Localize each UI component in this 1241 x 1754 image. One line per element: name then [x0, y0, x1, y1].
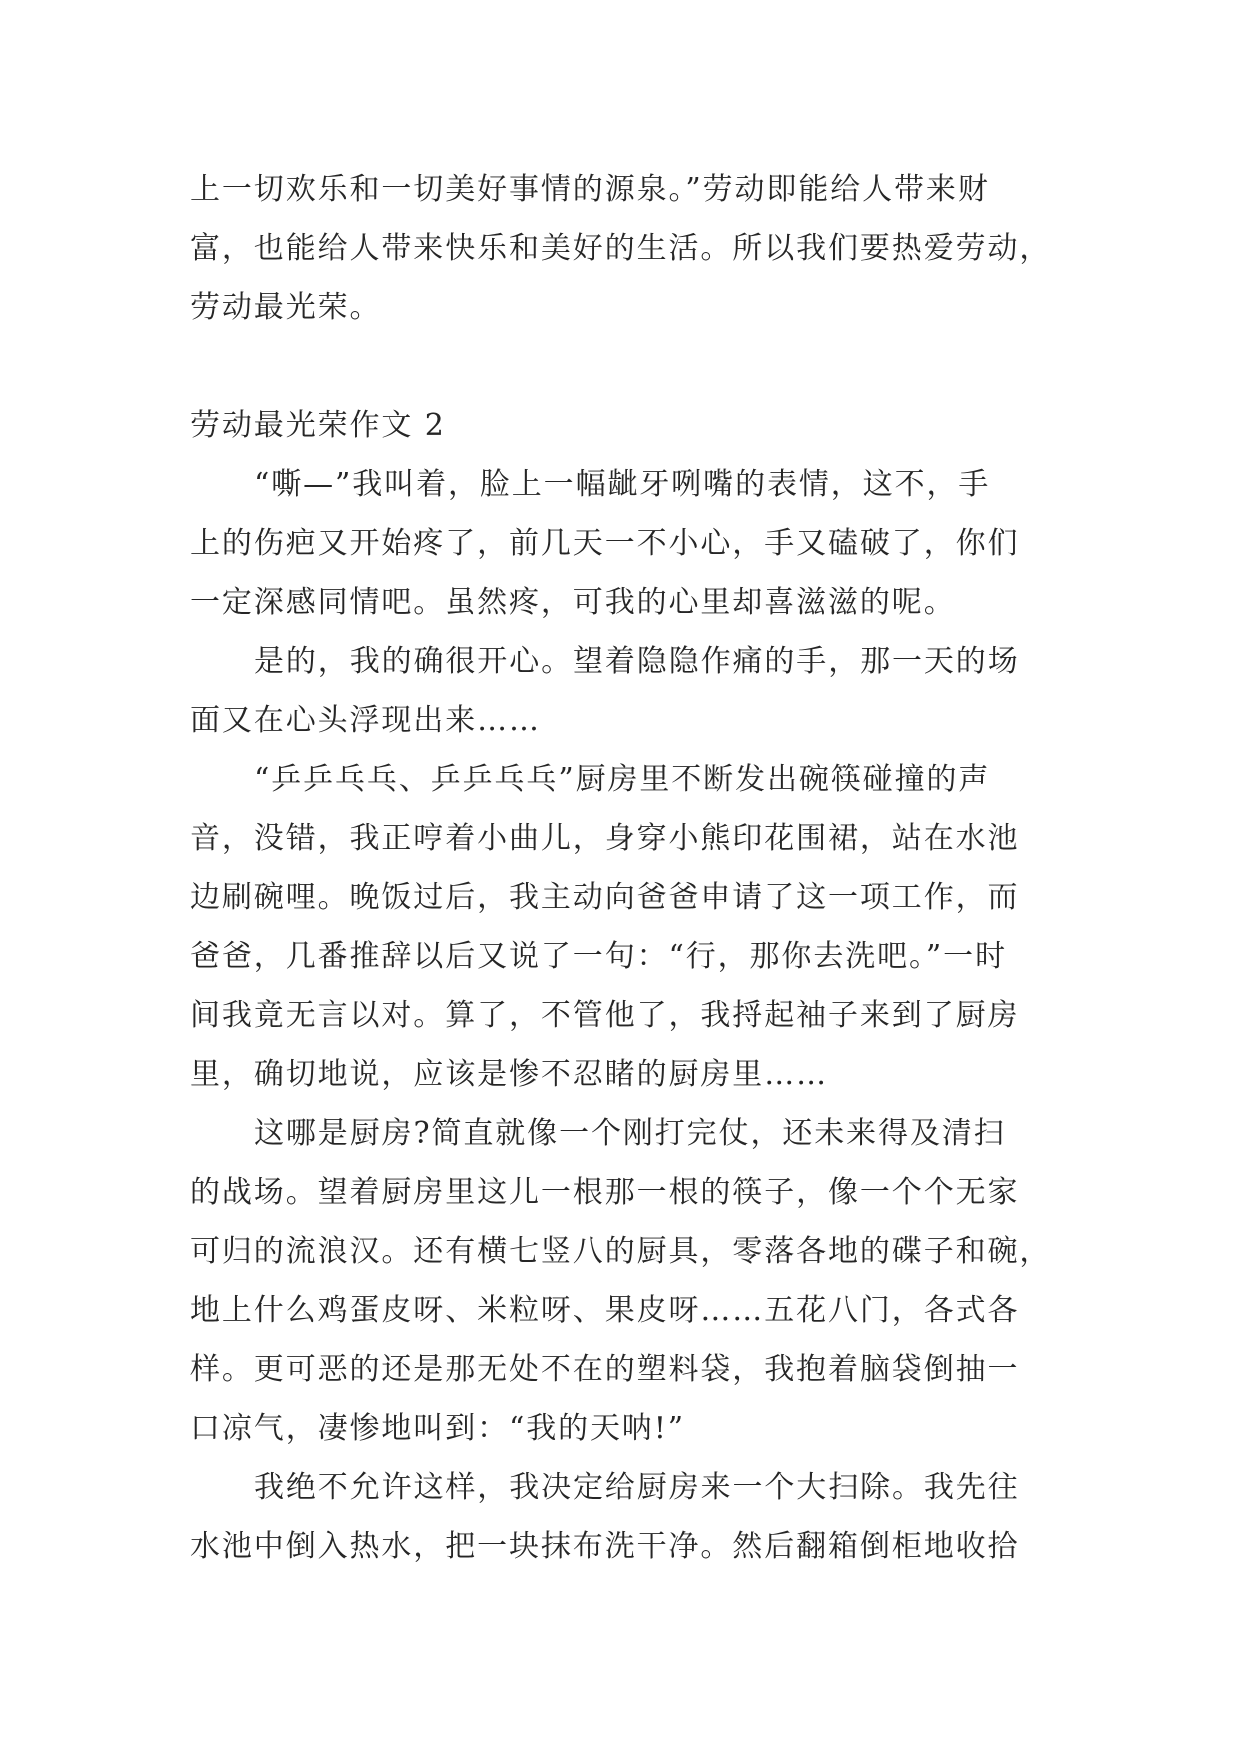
text-line: 面又在心头浮现出来…… — [190, 703, 541, 738]
text-line: “乒乒乓乓、乒乒乓乓”厨房里不断发出碗筷碰撞的声 — [254, 762, 991, 797]
text-line: 爸爸，几番推辞以后又说了一句：“行，那你去洗吧。”一时 — [190, 939, 1007, 974]
text-line: 是的，我的确很开心。望着隐隐作痛的手，那一天的场 — [254, 644, 1020, 679]
intro-paragraph — [190, 160, 1052, 337]
text-line: 上一切欢乐和一切美好事情的源泉。”劳动即能给人带来财 — [190, 172, 990, 207]
text-line: 我绝不允许这样，我决定给厨房来一个大扫除。我先往 — [254, 1470, 1020, 1505]
paragraph — [190, 1458, 1052, 1576]
paragraph — [190, 750, 1052, 1104]
text-line: 一定深感同情吧。虽然疼，可我的心里却喜滋滋的呢。 — [190, 585, 956, 620]
paragraph — [190, 1104, 1052, 1458]
text-line: 这哪是厨房?简直就像一个刚打完仗，还未来得及清扫 — [254, 1116, 1006, 1151]
text-line: 地上什么鸡蛋皮呀、米粒呀、果皮呀……五花八门，各式各 — [190, 1293, 1020, 1328]
section-title: 劳动最光荣作文 2 — [190, 408, 446, 443]
text-line: 劳动最光荣。 — [190, 290, 382, 325]
text-line: 里，确切地说，应该是惨不忍睹的厨房里…… — [190, 1057, 828, 1092]
text-line: 的战场。望着厨房里这儿一根那一根的筷子，像一个个无家 — [190, 1175, 1020, 1210]
text-line: 边刷碗哩。晚饭过后，我主动向爸爸申请了这一项工作，而 — [190, 880, 1020, 915]
text-line: 音，没错，我正哼着小曲儿，身穿小熊印花围裙，站在水池 — [190, 821, 1020, 856]
paragraph — [190, 455, 1052, 632]
text-line: 可归的流浪汉。还有横七竖八的厨具，零落各地的碟子和碗， — [190, 1234, 1052, 1269]
text-line: “嘶—”我叫着，脸上一幅龇牙咧嘴的表情，这不，手 — [254, 467, 991, 502]
text-line: 水池中倒入热水，把一块抹布洗干净。然后翻箱倒柜地收拾 — [190, 1529, 1020, 1564]
text-line: 口凉气，凄惨地叫到：“我的天呐!” — [190, 1411, 686, 1446]
text-line: 上的伤疤又开始疼了，前几天一不小心，手又磕破了，你们 — [190, 526, 1020, 561]
paragraph — [190, 632, 1052, 750]
spacer — [190, 337, 1052, 396]
text-line: 样。更可恶的还是那无处不在的塑料袋，我抱着脑袋倒抽一 — [190, 1352, 1020, 1387]
document-page — [190, 160, 1052, 1576]
text-line: 富，也能给人带来快乐和美好的生活。所以我们要热爱劳动， — [190, 231, 1052, 266]
text-line: 间我竟无言以对。算了，不管他了，我捋起袖子来到了厨房 — [190, 998, 1020, 1033]
